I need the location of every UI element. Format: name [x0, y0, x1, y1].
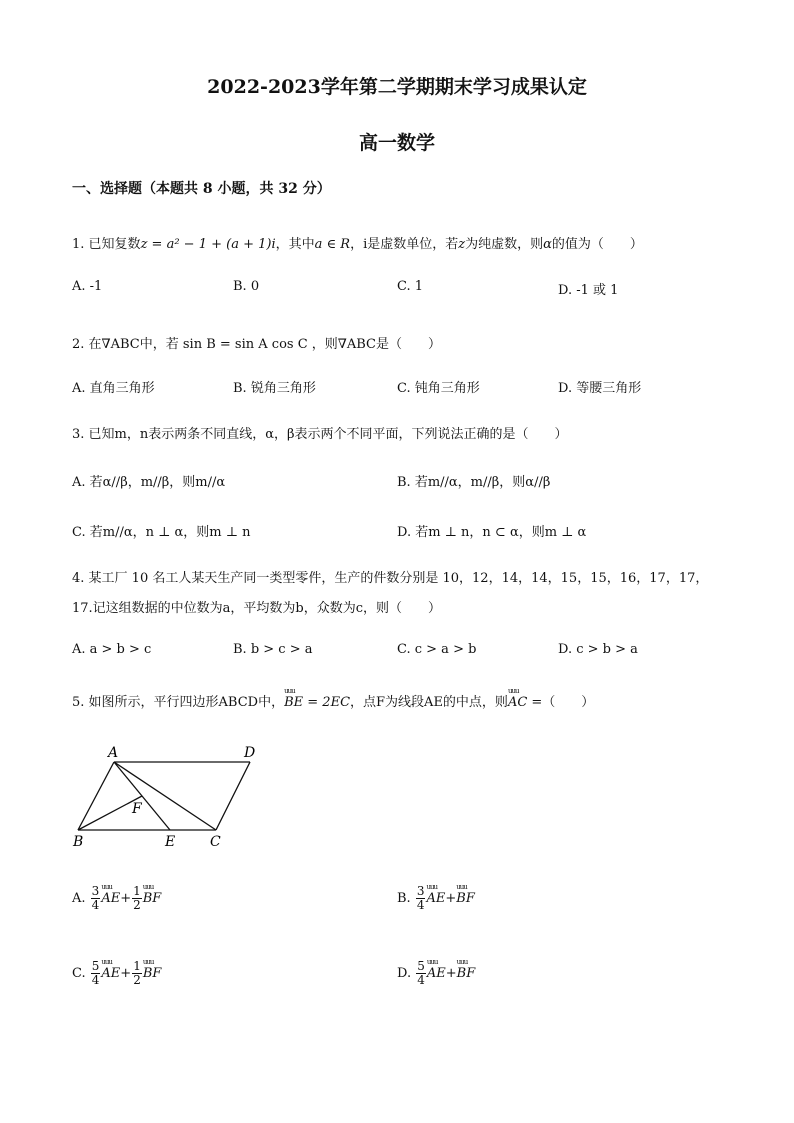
option-b: B. b > c > a — [233, 642, 313, 657]
question-number: 4. — [72, 571, 85, 586]
math-condition: a ∈ R — [314, 237, 351, 252]
question-text: 已知复数 — [88, 237, 141, 252]
fraction: $\frac{1}{2}$ — [133, 959, 141, 987]
question-text: ，点F为线段AE的中点，则 — [350, 695, 508, 710]
question-5 — [72, 691, 594, 710]
label-a: A — [108, 745, 119, 761]
vector: uuu AE — [101, 966, 120, 981]
option-a: A. 直角三角形 — [72, 381, 155, 396]
operator: + — [120, 891, 132, 906]
edge-dc — [216, 762, 250, 830]
vector-equation: uuu BE = 2EC — [284, 695, 350, 710]
vector: uuu AE — [427, 966, 446, 981]
question-number: 5. — [72, 695, 85, 710]
label-f: F — [132, 801, 142, 817]
question-text: 某工厂 10 名工人某天生产同一类型零件，生产的件数分别是 10，12，14，14，15，15，16，17，17， — [88, 571, 709, 586]
fraction: $\frac{3}{4}$ — [416, 884, 425, 912]
label-b: B — [73, 834, 84, 850]
vector: uuu BF — [456, 891, 475, 906]
operator: + — [445, 966, 457, 981]
option-a: A. 若α//β，m//β，则m//α — [72, 475, 226, 490]
option-c: C. 若m//α，n ⊥ α，则m ⊥ n — [72, 525, 251, 540]
question-text: 如图所示，平行四边形ABCD中， — [88, 695, 285, 710]
question-text: =（ ） — [527, 695, 595, 710]
option-b: B. 若m//α，m//β，则α//β — [397, 475, 551, 490]
option-b: B. 0 — [233, 279, 260, 294]
parallelogram-figure — [70, 740, 270, 855]
option-label: B. — [397, 891, 411, 906]
option-d — [397, 960, 475, 987]
fraction: $\frac{5}{4}$ — [91, 959, 100, 987]
question-number: 3. — [72, 427, 85, 442]
option-d: D. 等腰三角形 — [558, 381, 642, 396]
option-a — [72, 885, 161, 912]
math-var: α — [543, 237, 552, 252]
option-b: B. 锐角三角形 — [233, 381, 316, 396]
option-c: C. 钝角三角形 — [397, 381, 480, 396]
option-label: A. — [72, 891, 86, 906]
question-4-line-2: 17.记这组数据的中位数为a，平均数为b，众数为c，则（ ） — [72, 601, 442, 616]
vector: uuu BF — [143, 966, 162, 981]
label-d: D — [244, 745, 256, 761]
fraction: $\frac{1}{2}$ — [133, 884, 141, 912]
page-subtitle: 高一数学 — [358, 132, 435, 154]
math-formula: z = a² − 1 + (a + 1)i — [140, 237, 276, 252]
option-b — [397, 885, 475, 912]
vector-ac: uuu AC — [508, 695, 527, 710]
math-var: z — [458, 237, 466, 252]
question-1 — [72, 233, 643, 252]
option-a: A. -1 — [72, 279, 103, 294]
fraction: $\frac{5}{4}$ — [417, 959, 425, 987]
question-text: ，i是虚数单位，若 — [350, 237, 459, 252]
option-label: D. — [397, 966, 412, 981]
option-c: C. 1 — [397, 279, 424, 294]
vector: uuu AE — [426, 891, 445, 906]
option-c — [72, 960, 161, 987]
fraction: $\frac{3}{4}$ — [91, 884, 100, 912]
question-text: 的值为（ ） — [551, 237, 643, 252]
operator: + — [120, 966, 132, 981]
label-e: E — [165, 834, 176, 850]
question-3 — [72, 423, 568, 442]
question-4 — [72, 567, 708, 586]
question-text: ，其中 — [275, 237, 315, 252]
question-text: 为纯虚数，则 — [465, 237, 544, 252]
operator: + — [445, 891, 457, 906]
option-d: D. c > b > a — [558, 642, 638, 657]
question-text: 在∇ABC中，若 sin B = sin A cos C ，则∇ABC是（ ） — [88, 337, 441, 352]
page-title: 2022-2023学年第二学期期末学习成果认定 — [207, 76, 587, 98]
section-heading: 一、选择题（本题共 8 小题，共 32 分） — [72, 181, 331, 197]
question-2 — [72, 333, 441, 352]
vector: uuu BF — [143, 891, 162, 906]
option-c: C. c > a > b — [397, 642, 477, 657]
diagonal-ac — [114, 762, 216, 830]
vector: uuu AE — [101, 891, 120, 906]
question-number: 2. — [72, 337, 85, 352]
question-text: 已知m，n表示两条不同直线，α，β表示两个不同平面，下列说法正确的是（ ） — [88, 427, 568, 442]
question-number: 1. — [72, 237, 85, 252]
option-d: D. 若m ⊥ n，n ⊂ α，则m ⊥ α — [397, 525, 587, 540]
option-a: A. a > b > c — [72, 642, 152, 657]
option-label: C. — [72, 966, 86, 981]
option-d: D. -1 或 1 — [558, 283, 619, 298]
vector: uuu BF — [457, 966, 476, 981]
label-c: C — [210, 834, 221, 850]
